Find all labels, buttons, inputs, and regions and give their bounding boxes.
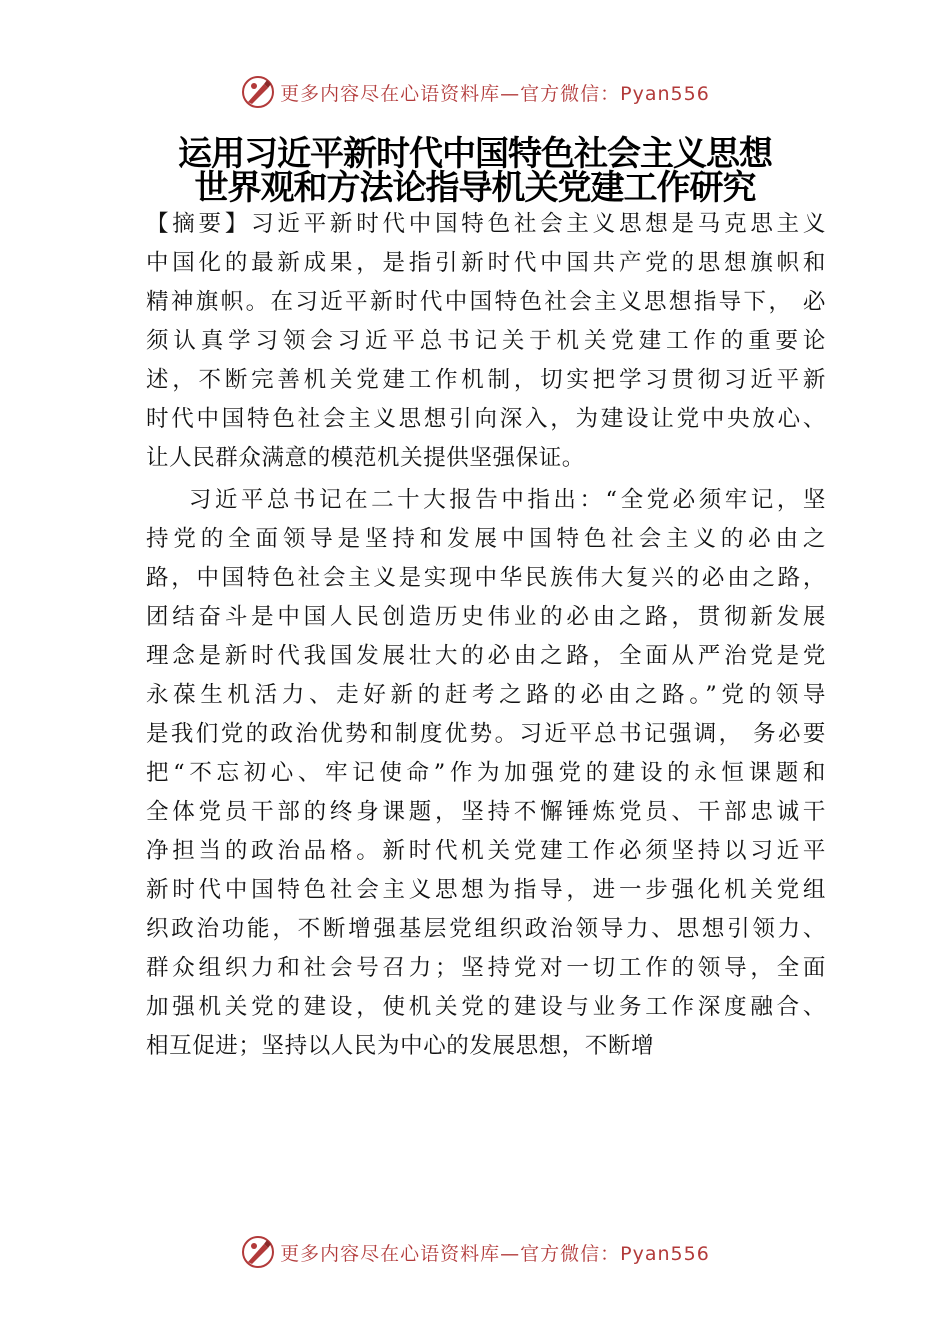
body-line: 群众组织力和社会号召力；坚持党对一切工作的领导，全面 [146, 955, 826, 981]
body-line: 新时代中国特色社会主义思想为指导，进一步强化机关党组 [146, 877, 826, 903]
body-line: 永葆生机活力、走好新的赶考之路的必由之路。”党的领导 [146, 682, 826, 708]
header-watermark-banner [0, 72, 950, 112]
abstract-line: 中国化的最新成果，是指引新时代中国共产党的思想旗帜和 [146, 250, 826, 276]
body-line: 全体党员干部的终身课题，坚持不懈锤炼党员、干部忠诚干 [146, 799, 826, 825]
body-line: 净担当的政治品格。新时代机关党建工作必须坚持以习近平 [146, 838, 826, 864]
body-line: 路，中国特色社会主义是实现中华民族伟大复兴的必由之路， [146, 565, 826, 591]
pen-nib-logo-icon [240, 74, 276, 110]
abstract-line: 让人民群众满意的模范机关提供坚强保证。 [146, 445, 585, 471]
body-line: 加强机关党的建设，使机关党的建设与业务工作深度融合、 [146, 994, 826, 1020]
abstract-paragraph [146, 205, 826, 478]
abstract-line: 述，不断完善机关党建工作机制，切实把学习贯彻习近平新 [146, 367, 826, 393]
abstract-line: 须认真学习领会习近平总书记关于机关党建工作的重要论 [146, 328, 826, 354]
document-title-line-1: 运用习近平新时代中国特色社会主义思想 [178, 134, 772, 174]
body-paragraph [146, 481, 826, 1066]
body-line: 持党的全面领导是坚持和发展中国特色社会主义的必由之 [146, 526, 826, 552]
abstract-line: 时代中国特色社会主义思想引向深入，为建设让党中央放心、 [146, 406, 826, 432]
pen-nib-logo-icon [240, 1234, 276, 1270]
body-line: 习近平总书记在二十大报告中指出：“全党必须牢记，坚 [146, 487, 826, 513]
body-line: 团结奋斗是中国人民创造历史伟业的必由之路，贯彻新发展 [146, 604, 826, 630]
abstract-line: 精神旗帜。在习近平新时代中国特色社会主义思想指导下， 必 [146, 289, 826, 315]
body-line: 把“不忘初心、牢记使命”作为加强党的建设的永恒课题和 [146, 760, 826, 786]
watermark-text: 更多内容尽在心语资料库—官方微信：Pyan556 [280, 1242, 710, 1265]
body-line: 理念是新时代我国发展壮大的必由之路，全面从严治党是党 [146, 643, 826, 669]
document-title-line-2: 世界观和方法论指导机关党建工作研究 [194, 168, 756, 208]
watermark-text: 更多内容尽在心语资料库—官方微信：Pyan556 [280, 82, 710, 105]
footer-watermark-banner [0, 1232, 950, 1272]
abstract-line: 【摘要】习近平新时代中国特色社会主义思想是马克思主义 [146, 211, 826, 237]
body-line: 相互促进；坚持以人民为中心的发展思想，不断增 [146, 1033, 655, 1059]
body-line: 是我们党的政治优势和制度优势。习近平总书记强调， 务必要 [146, 721, 826, 747]
body-line: 织政治功能，不断增强基层党组织政治领导力、思想引领力、 [146, 916, 826, 942]
